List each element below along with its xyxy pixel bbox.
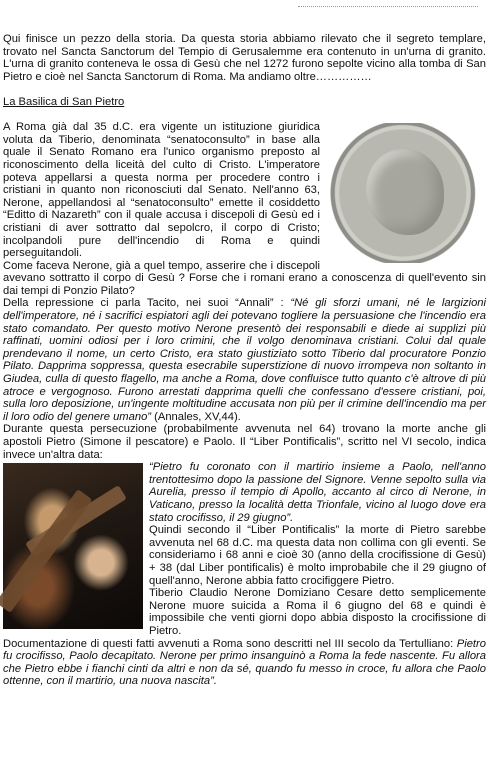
tacitus-paragraph — [3, 297, 486, 423]
question-paragraph: Come faceva Nerone, già a quel tempo, asserire che i discepoli avevano sottratto il corpo di Gesù ? Forse che i romani erano a conoscenza di quell'evento sin dai tempi di Ponzio Pilato? — [3, 259, 486, 297]
date-analysis-paragraph: Quindi secondo il “Liber Pontificalis” la morte di Pietro sarebbe avvenuta nel 68 d.C. ma questa data non collima con gli eventi. Se consideriamo i 68 anni e cioè 30 (anno della crocifissione di Gesù) + 38 (dal Liber pontificalis) è molto improbabile che il 29 giugno of quell'anno, Nerone abbia fatto crocifiggere Pietro. — [149, 524, 486, 587]
tertullian-paragraph — [3, 638, 486, 688]
nero-coin-image — [326, 123, 486, 263]
intro-paragraph: Qui finisce un pezzo della storia. Da questa storia abbiamo rilevato che il segreto templare, trovato nel Sancta Sanctorum del Tempio di Gerusalemme era contenuto in un'urna di granito. L'urna di granito conteneva le ossa di Gesù che nel 1272 furono sepolte vicino alla tomba di San Pietro e cioè nel Sancta Sanctorum di Roma. Ma andiamo oltre…………… — [3, 33, 486, 83]
nero-death-paragraph: Tiberio Claudio Nerone Domiziano Cesare detto semplicemente Nerone muore suicida a Roma il 6 giugno del 68 e quindi è impossibile che venti giorni dopo abbia disposto la crocifissione di Pietro. — [149, 587, 486, 637]
persecution-text: Durante questa persecuzione (probabilmente avvenuta nel 64) trovano la morte anche gli apostoli Pietro (Simone il pescatore) e Paolo. Il “Liber Pontificalis”, scritto nel VI secolo, indica invece un'altra data: — [3, 423, 486, 461]
persecution-paragraph — [3, 423, 486, 461]
section-title: La Basilica di San Pietro — [3, 95, 125, 108]
liber-pontificalis-quote: “Pietro fu coronato con il martirio insieme a Paolo, nell'anno trentottesimo dopo la passione del Signore. Venne sepolto sulla via Aurelia, presso il tempio di Apollo, accanto al circo di Nerone, in Vaticano, presso la località detta Trionfale, vicino al luogo dove era stato crocifisso, il 29 giugno”. — [149, 461, 486, 524]
article — [3, 33, 486, 688]
top-divider — [298, 6, 478, 7]
tacitus-intro: Della repressione ci parla Tacito, nei suoi “Annali” : — [3, 297, 284, 310]
tacitus-quote: “Né gli sforzi umani, né le largizioni dell'imperatore, né i sacrifici espiatori agli dei potevano togliere la persuasione che l'incendio era stato comandato. Per questo motivo Nerone presentò dei responsabili e diede ai supplizi più raffinati, uomini odiosi per i loro crimini, che il volgo denominava cristiani. Colui dal quale prendevano il nome, un certo Cristo, era stato giustiziato sotto Tiberio dal procuratore Ponzio Pilato. Dapprima soppressa, questa esecrabile superstizione di nuovo irrompeva non soltanto in Giudea, culla di questo flagello, ma anche a Roma, dove confluisce tutto quanto c'è altrove di più atroce e vergognoso. Furono arrestati dapprima quelli che confessano d'essere cristiani, poi, sulla loro deposizione, un'ingente moltitudine accusata non più per il crimine dell'incendio ma per il loro odio del genere umano” — [3, 297, 487, 423]
crucifixion-painting-image — [3, 463, 143, 629]
tertullian-quote: Pietro fu crocifisso, Paolo decapitato. Nerone per primo insanguinò a Roma la fede nascente. Fu allora che Pietro ebbe i fianchi cinti da altri e non da sé, quando fu messo in croce, fu allora che Paolo ottenne, con il martirio, una nuova nascita”. — [3, 637, 486, 688]
senatoconsulto-paragraph: A Roma già dal 35 d.C. era vigente un istituzione giuridica voluta da Tiberio, denominata “senatoconsulto” in base alla quale il Senato Romano era l'unico organismo preposto al riconoscimento della liceità del culto di Cristo. L'imperatore poteva appellarsi a questa norma per procedere contro i cristiani in quanto non riconosciuti dal Senato. Nell'anno 63, Nerone, appellandosi al “senatoconsulto” emette il cosiddetto “Editto di Nazareth” con il quale accusa i discepoli di Gesù ed i cristiani di aver sottratto dal sepolcro, il corpo di Cristo; incolpandoli pure dell'incendio di Roma e quindi perseguitandoli. — [3, 121, 320, 260]
tertullian-intro: Documentazione di questi fatti avvenuti a Roma sono descritti nel III secolo da Tertulliano: — [3, 637, 454, 650]
tacitus-reference: (Annales, XV,44). — [154, 410, 241, 423]
